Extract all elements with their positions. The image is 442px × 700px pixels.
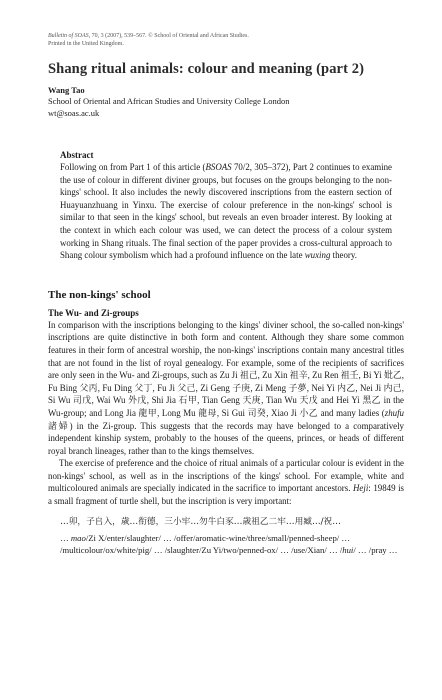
inscription-transliteration: … mao/Zi X/enter/slaughter/ … /offer/aromatic-wine/three/small/penned-sheep/ … /multicolour/ox/white/pig/ … /slaughter/Zu Yi/two/penned-ox/ … /use/Xian/ … /hui/ … /pray …: [60, 533, 398, 556]
article-title: Shang ritual animals: colour and meaning (part 2): [48, 61, 365, 77]
journal-volume: 70, 3 (2007), 539–567. © School of Oriental and African Studies.: [90, 33, 249, 39]
author-email[interactable]: wt@soas.ac.uk: [48, 108, 100, 118]
body-paragraph-2: The exercise of preference and the choice of ritual animals of a particular colour is evident in the non-kings' school, as well as in the inscriptions of the kings' school. For example, white and multicoloured animals are specially indicated in the sacrifice to important ancestors. Heji: 19849 is a small fragment of turtle shell, but the inscription is very important:: [48, 458, 404, 507]
inscription-chinese: …卯，子𠂤入，歳…衔德，三小牢…勿牛白豕…歳祖乙二牢…用臧…/祝…: [60, 516, 341, 527]
journal-citation: [48, 32, 404, 40]
journal-info: [48, 32, 404, 48]
journal-printed: Printed in the United Kingdom.: [48, 41, 124, 47]
abstract-text: Following on from Part 1 of this article (BSOAS 70/2, 305–372), Part 2 continues to examine the use of colour in different diviner groups, but focuses on the groups belonging to the non-kings' school. It also includes the newly discovered inscriptions from the eastern section of Huayuanzhuang in Yinxu. The exercise of colour preference in the non-kings' school is similar to that seen in the kings' school, but reveals an even broader interest. By looking at the context in which each colour was used, we can detect the process of a colour system working in Shang rituals. The final section of the paper provides a cross-cultural approach to Shang colour symbolism which had a profound influence on the late wuxing theory.: [60, 162, 392, 261]
author-affiliation: School of Oriental and African Studies and University College London: [48, 96, 290, 106]
journal-name: Bulletin of SOAS,: [48, 33, 91, 39]
body-paragraph-1: In comparison with the inscriptions belonging to the kings' diviner school, the so-called non-kings' inscriptions are quite distinctive in both form and content. Although they share some common features in their form of ancestral worship, the non-kings' inscriptions contain many ancestral titles that are not found in the list of royal genealogy. For example, some of the recipients of sacrifices are only seen in the Wu- and Zi-groups, such as Zu Ji 祖己, Zu Xin 祖辛, Zu Ren 祖壬, Bi Yi 妣乙, Fu Bing 父丙, Fu Ding 父丁, Fu Ji 父己, Zi Geng 子庚, Zi Meng 子夢, Nei Yi 内乙, Nei Ji 内己, Si Wu 司戊, Wai Wu 外戊, Shi Jia 石甲, Tian Geng 天庚, Tian Wu 天戊 and Hei Yi 黑乙 in the Wu-group; and Long Jia 龍甲, Long Mu 龍母, Si Gui 司癸, Xiao Ji 小乙 and many ladies (zhufu 諸婦) in the Zi-group. This suggests that the records may have belonged to a comparatively independent kinship system, probably to the houses of the queens, princes, or heads of different royal branch lineages, rather than to the kings themselves.: [48, 319, 404, 456]
inscription-quote: [60, 516, 400, 557]
subsection-heading: The Wu- and Zi-groups: [48, 307, 139, 318]
author-name: Wang Tao: [48, 85, 85, 95]
abstract: [60, 149, 392, 262]
abstract-heading: Abstract: [60, 150, 94, 160]
section-heading: The non-kings' school: [48, 288, 151, 301]
